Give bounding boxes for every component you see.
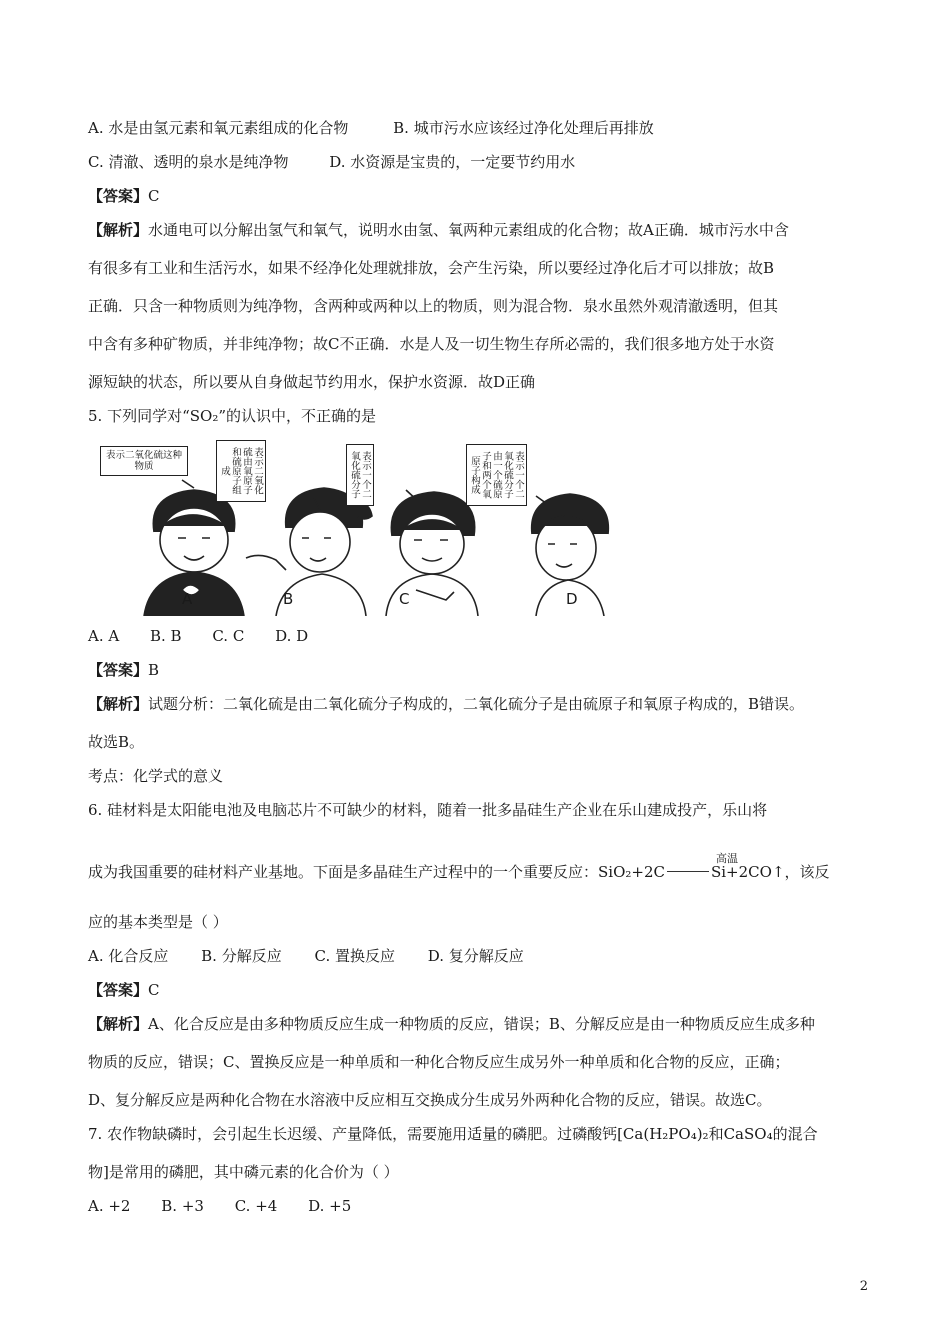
q6-stem-line: 6. 硅材料是太阳能电池及电脑芯片不可缺少的材料，随着一批多晶硅生产企业在乐山建成投产，乐山将 (88, 801, 768, 819)
q6-stem-line: 成为我国重要的硅材料产业基地。下面是多晶硅生产过程中的一个重要反应：SiO₂+2C Si+2CO↑，该反 (88, 863, 830, 881)
speech-bubble-c: 表示一个二氧化硫分子 (346, 444, 374, 506)
q4-option-b: B. 城市污水应该经过净化处理后再排放 (393, 119, 654, 137)
q6-option-c: C. 置换反应 (314, 947, 395, 965)
reaction-condition: 高温 (716, 852, 738, 865)
speech-bubble-a: 表示二氧化硫这种物质 (100, 446, 188, 476)
q6-analysis: 【解析】A、化合反应是由多种物质反应生成一种物质的反应，错误；B、分解反应是由一种物质反应生成多种 (88, 1015, 815, 1033)
q4-option-a: A. 水是由氢元素和氧元素组成的化合物 (88, 119, 349, 137)
q7-stem-line: 7. 农作物缺磷时，会引起生长迟缓、产量降低，需要施用适量的磷肥。过磷酸钙[Ca(H₂PO₄)₂和CaSO₄的混合 (88, 1125, 818, 1143)
q7-option-c: C. +4 (234, 1197, 278, 1215)
q4-option-c: C. 清澈、透明的泉水是纯净物 (88, 153, 289, 171)
q5-option-a: A. A (88, 627, 120, 645)
q6-options (88, 946, 524, 966)
figure-label-b: B (283, 590, 294, 608)
q5-answer: 【答案】B (88, 661, 160, 679)
q4-answer: 【答案】C (88, 187, 160, 205)
q5-option-d: D. D (275, 627, 309, 645)
q6-answer: 【答案】C (88, 981, 160, 999)
q7-option-a: A. +2 (88, 1197, 131, 1215)
q4-options-row1 (88, 118, 654, 138)
q4-option-d: D. 水资源是宝贵的，一定要节约用水 (329, 153, 576, 171)
q4-analysis-line: 【解析】水通电可以分解出氢气和氧气，说明水由氢、氧两种元素组成的化合物；故A正确．城市污水中含 (88, 221, 789, 239)
q5-stem: 5. 下列同学对“SO₂”的认识中，不正确的是 (88, 407, 377, 425)
figure-label-c: C (399, 590, 410, 608)
speech-bubble-b: 表示二氧化硫由氧原子和硫原子组成 (216, 440, 266, 502)
q5-options (88, 626, 308, 646)
q5-analysis: 【解析】试题分析：二氧化硫是由二氧化硫分子构成的，二氧化硫分子是由硫原子和氧原子构成的，B错误。 (88, 695, 805, 713)
q4-analysis-line: 源短缺的状态，所以要从自身做起节约用水，保护水资源．故D正确 (88, 373, 536, 391)
q6-option-b: B. 分解反应 (201, 947, 282, 965)
q5-cartoon-figure (96, 440, 616, 616)
figure-label-a: A (182, 590, 193, 608)
q5-option-b: B. B (149, 627, 182, 645)
reaction-arrow (667, 871, 709, 872)
q4-analysis-line: 中含有多种矿物质，并非纯净物；故C不正确．水是人及一切生物生存所必需的，我们很多地方处于水资 (88, 335, 775, 353)
q5-kaodian: 考点：化学式的意义 (88, 767, 224, 785)
q7-stem-line: 物]是常用的磷肥，其中磷元素的化合价为（ ） (88, 1163, 399, 1181)
speech-bubble-d: 表示一个二氧化硫分子由一个硫原子和两个氧原子构成 (466, 444, 527, 506)
q5-option-c: C. C (212, 627, 245, 645)
q7-option-d: D. +5 (308, 1197, 352, 1215)
figure-label-d: D (566, 590, 578, 608)
q6-option-d: D. 复分解反应 (427, 947, 524, 965)
page-number: 2 (859, 1279, 868, 1294)
q6-analysis-line: 物质的反应，错误；C、置换反应是一种单质和一种化合物反应生成另外一种单质和化合物的反应，正确； (88, 1053, 790, 1071)
q6-analysis-line: D、复分解反应是两种化合物在水溶液中反应相互交换成分生成另外两种化合物的反应，错误。故选C。 (88, 1091, 772, 1109)
q6-stem-line: 应的基本类型是（ ） (88, 913, 228, 931)
q7-options (88, 1196, 351, 1216)
q6-option-a: A. 化合反应 (88, 947, 169, 965)
q5-analysis-line: 故选B。 (88, 733, 145, 751)
q7-option-b: B. +3 (161, 1197, 204, 1215)
q4-options-row2 (88, 152, 575, 172)
q4-analysis-line: 有很多有工业和生活污水，如果不经净化处理就排放，会产生污染，所以要经过净化后才可以排放；故B (88, 259, 775, 277)
q4-analysis-line: 正确．只含一种物质则为纯净物，含两种或两种以上的物质，则为混合物．泉水虽然外观清澈透明，但其 (88, 297, 779, 315)
